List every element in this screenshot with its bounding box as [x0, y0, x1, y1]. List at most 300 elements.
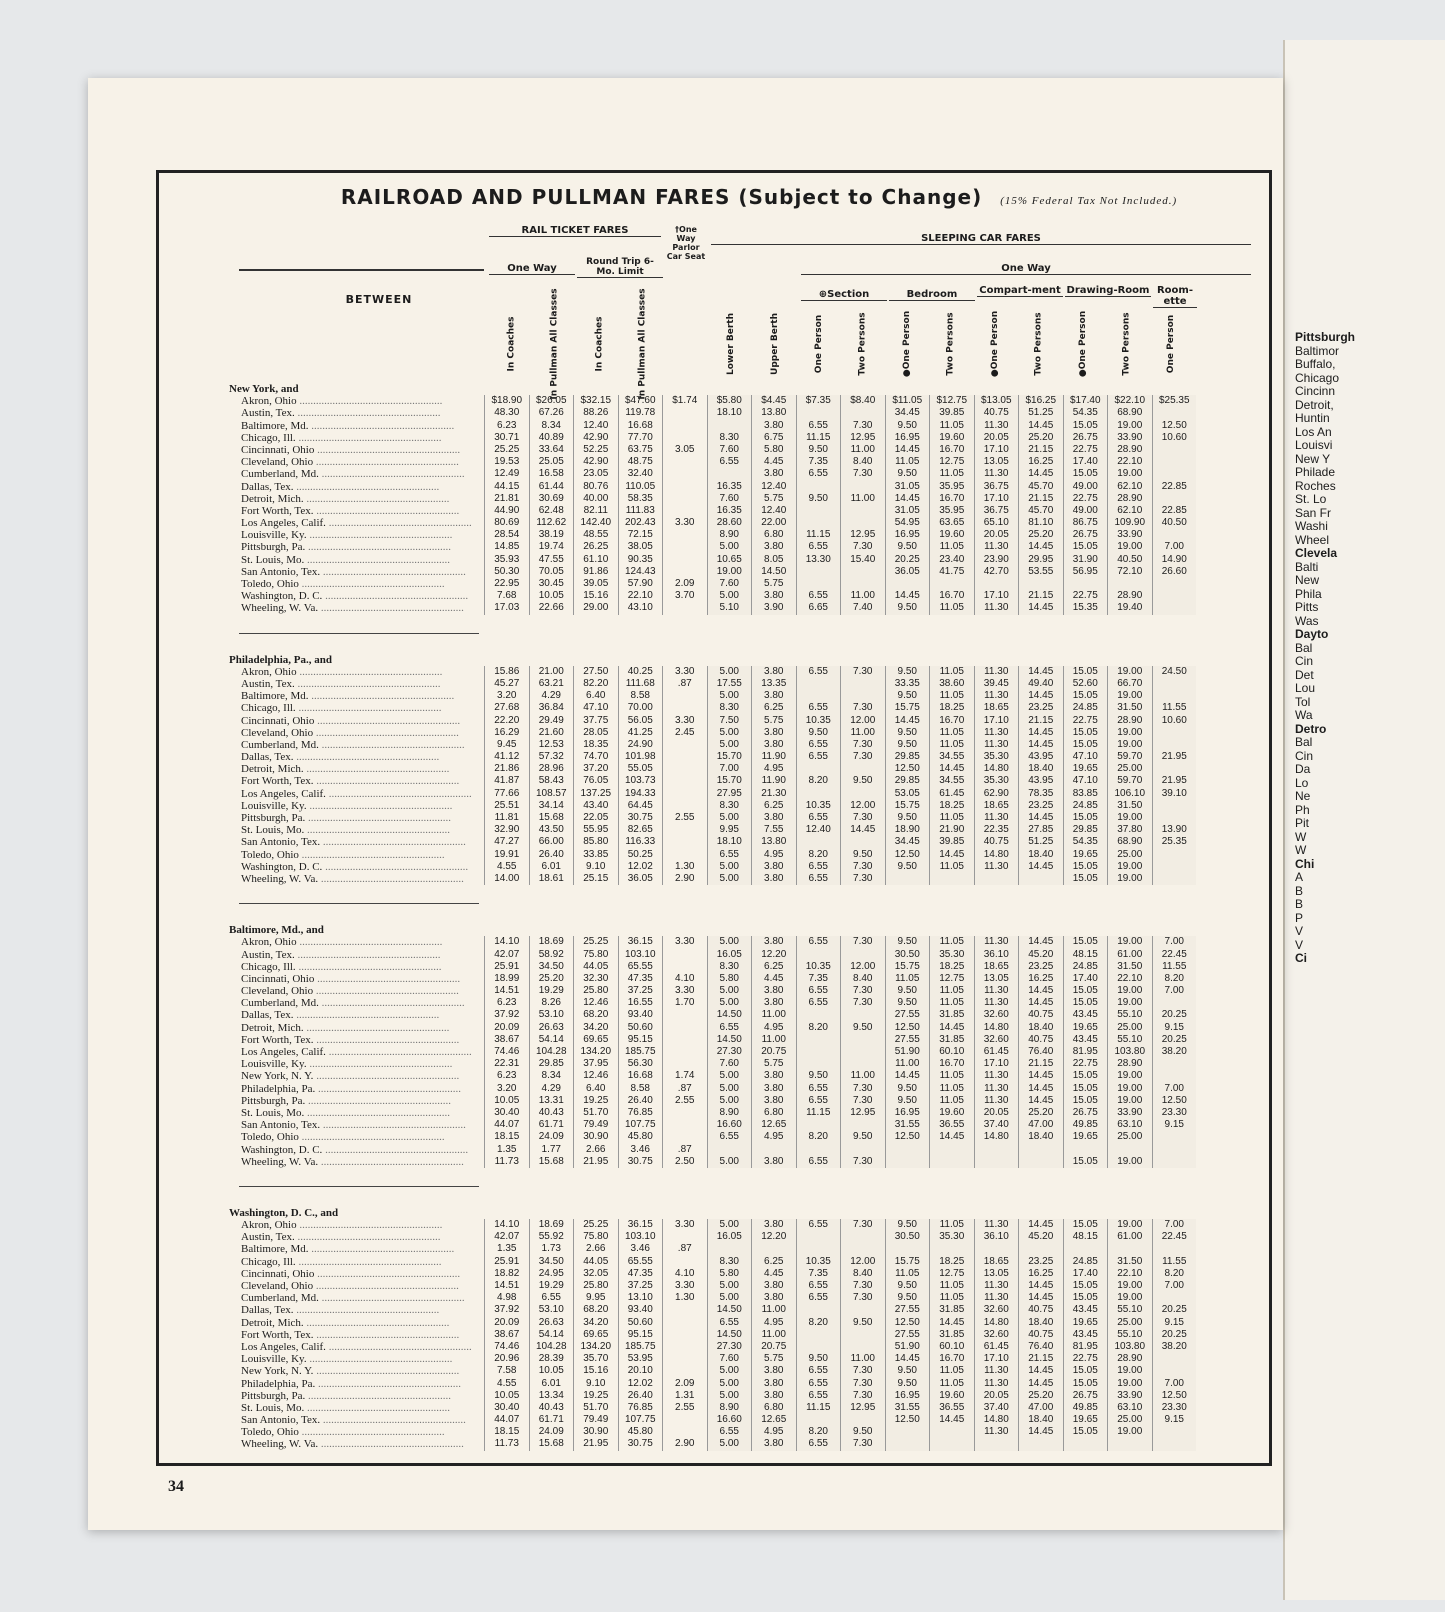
adjacent-page-text: Cin [1295, 654, 1314, 668]
fare-cell: 11.05 [929, 1365, 974, 1377]
fare-cell: 63.65 [929, 517, 974, 529]
fare-cell: 53.55 [1018, 566, 1063, 578]
fare-cell: 8.20 [796, 849, 841, 861]
fare-cell: 12.49 [484, 468, 529, 480]
fare-cell: 59.70 [1107, 775, 1152, 787]
fare-cell: 5.00 [707, 1156, 752, 1168]
fare-cell: 45.27 [484, 678, 529, 690]
fare-cell: 26.40 [529, 849, 574, 861]
fare-cell [1018, 578, 1063, 590]
fare-cell [796, 836, 841, 848]
fare-cell: 15.05 [1063, 1219, 1108, 1231]
fare-cell: 5.00 [707, 985, 752, 997]
fare-cell: 18.90 [885, 824, 930, 836]
fare-cell: 9.50 [885, 1292, 930, 1304]
fare-cell: 6.55 [796, 1219, 841, 1231]
fare-cell: 19.00 [1107, 1083, 1152, 1095]
destination-city: Wheeling, W. Va. ..... [159, 1156, 484, 1168]
fare-cell: 24.85 [1063, 702, 1108, 714]
fare-cell: 23.30 [1152, 1107, 1197, 1119]
fare-cell: 6.55 [707, 849, 752, 861]
fare-cell: 5.00 [707, 739, 752, 751]
fare-cell: 80.69 [484, 517, 529, 529]
fare-cell: 4.95 [751, 849, 796, 861]
fare-cell: 25.15 [573, 873, 618, 885]
fare-cell [796, 1034, 841, 1046]
fare-cell [974, 578, 1019, 590]
fare-cell: 27.30 [707, 1046, 752, 1058]
fare-cell: 23.25 [1018, 702, 1063, 714]
fare-cell: 3.80 [751, 468, 796, 480]
fare-cell: 16.95 [885, 1390, 930, 1402]
fare-cell [929, 1426, 974, 1438]
fare-cell: 48.75 [618, 456, 663, 468]
fare-cell: 7.00 [1152, 1280, 1197, 1292]
fare-cell [662, 468, 707, 480]
fare-cell: 15.86 [484, 666, 529, 678]
fare-cell: 11.00 [840, 493, 885, 505]
fare-cell: 36.75 [974, 481, 1019, 493]
fare-cell: 57.90 [618, 578, 663, 590]
fare-cell: 26.25 [573, 541, 618, 553]
fare-cell: 28.90 [1107, 493, 1152, 505]
fare-cell: 19.53 [484, 456, 529, 468]
fare-cell: 36.05 [618, 873, 663, 885]
destination-city: Chicago, Ill. ..... [159, 702, 484, 714]
fare-cell: 11.73 [484, 1156, 529, 1168]
fare-cell: 3.80 [751, 1438, 796, 1450]
fare-cell: 33.90 [1107, 1390, 1152, 1402]
fare-cell: 80.76 [573, 481, 618, 493]
fare-cell: 26.40 [618, 1095, 663, 1107]
fare-cell: 36.10 [974, 1231, 1019, 1243]
fare-cell: 11.30 [974, 602, 1019, 614]
fare-cell: $8.40 [840, 395, 885, 407]
adjacent-page-text: Philade [1295, 465, 1336, 479]
fare-cell: 3.20 [484, 1083, 529, 1095]
fare-cell: 4.95 [751, 1022, 796, 1034]
destination-city: Akron, Ohio ..... [159, 1219, 484, 1231]
fare-cell: 17.03 [484, 602, 529, 614]
fare-cell: 20.05 [974, 529, 1019, 541]
adjacent-page-text: W [1295, 843, 1307, 857]
destination-city: Louisville, Ky. ..... [159, 800, 484, 812]
table-row [159, 1438, 1269, 1450]
section-rule [239, 903, 479, 904]
fare-cell: 86.75 [1063, 517, 1108, 529]
table-row [159, 1317, 1269, 1329]
fare-cell: $25.35 [1152, 395, 1197, 407]
fare-cell: 25.25 [573, 936, 618, 948]
table-row [159, 985, 1269, 997]
fare-cell: 55.95 [573, 824, 618, 836]
fare-cell: 30.40 [484, 1107, 529, 1119]
fare-cell: 18.40 [1018, 1317, 1063, 1329]
fare-cell [796, 407, 841, 419]
header-between: BETWEEN [345, 293, 413, 306]
column-label-14 [1105, 312, 1149, 376]
fare-cell: 39.05 [573, 578, 618, 590]
fare-cell: 42.07 [484, 1231, 529, 1243]
fare-cell [840, 949, 885, 961]
fare-cell: 6.55 [796, 985, 841, 997]
fare-cell: 7.60 [707, 444, 752, 456]
fare-cell: 14.45 [1018, 1365, 1063, 1377]
fare-cell: 19.60 [929, 529, 974, 541]
fare-cell: 2.55 [662, 1402, 707, 1414]
fare-cell: 7.30 [840, 1390, 885, 1402]
tax-note: (15% Federal Tax Not Included.) [1000, 195, 1178, 207]
fare-cell: 14.45 [885, 715, 930, 727]
fare-cell: 11.05 [929, 1219, 974, 1231]
fare-cell: 12.40 [796, 824, 841, 836]
fare-cell: 32.40 [618, 468, 663, 480]
fare-cell: 11.00 [840, 727, 885, 739]
fare-cell: 55.92 [529, 1231, 574, 1243]
fare-cell: 15.05 [1063, 1070, 1108, 1082]
fare-cell: 23.25 [1018, 1256, 1063, 1268]
fare-cell: 36.84 [529, 702, 574, 714]
fare-cell: 81.95 [1063, 1046, 1108, 1058]
fare-cell: 9.50 [885, 861, 930, 873]
fare-cell: 40.75 [974, 836, 1019, 848]
fare-cell: 42.70 [974, 566, 1019, 578]
adjacent-page-text: Ci [1295, 951, 1307, 965]
fare-cell: 4.95 [751, 1317, 796, 1329]
fare-cell: 14.10 [484, 1219, 529, 1231]
fare-cell: 13.80 [751, 407, 796, 419]
fare-cell: 24.09 [529, 1131, 574, 1143]
fare-cell: 30.75 [618, 1156, 663, 1168]
table-row [159, 800, 1269, 812]
fare-cell: 119.78 [618, 407, 663, 419]
fare-cell: 28.54 [484, 529, 529, 541]
fare-cell: 1.35 [484, 1144, 529, 1156]
column-label-5 [709, 312, 753, 376]
fare-cell: 21.60 [529, 727, 574, 739]
fare-cell: 14.45 [885, 1353, 930, 1365]
table-row [159, 529, 1269, 541]
fare-cell: 15.05 [1063, 690, 1108, 702]
title-text: RAILROAD AND PULLMAN FARES [340, 185, 731, 209]
fare-cell: 6.55 [796, 1095, 841, 1107]
fare-cell: 3.80 [751, 1280, 796, 1292]
fare-cell: 8.30 [707, 432, 752, 444]
fare-cell: 29.00 [573, 602, 618, 614]
fare-cell: 45.70 [1018, 481, 1063, 493]
fare-cell: 50.30 [484, 566, 529, 578]
fare-cell: 108.57 [529, 788, 574, 800]
fare-cell [840, 1304, 885, 1316]
fare-cell [1152, 1292, 1197, 1304]
fare-cell: 12.46 [573, 997, 618, 1009]
origin-city: Philadelphia, Pa., and [229, 653, 333, 666]
fare-cell: 72.15 [618, 529, 663, 541]
fare-cell [662, 505, 707, 517]
fare-cell: 14.45 [1018, 1292, 1063, 1304]
adjacent-page-text: Dayto [1295, 627, 1329, 641]
fare-cell: 25.25 [484, 444, 529, 456]
fare-cell: 12.50 [885, 1022, 930, 1034]
fare-cell [840, 1058, 885, 1070]
table-row [159, 395, 1269, 407]
fare-cell: 19.60 [929, 1390, 974, 1402]
fare-cell: 17.10 [974, 444, 1019, 456]
fare-cell: 18.61 [529, 873, 574, 885]
fare-cell: 37.20 [573, 763, 618, 775]
fare-cell: 51.90 [885, 1341, 930, 1353]
fare-cell: 9.50 [796, 493, 841, 505]
fare-cell: 49.00 [1063, 481, 1108, 493]
fare-cell: 36.10 [974, 949, 1019, 961]
destination-city: Louisville, Ky. ..... [159, 1058, 484, 1070]
fare-cell: 26.75 [1063, 529, 1108, 541]
fare-cell: $12.75 [929, 395, 974, 407]
fare-cell [662, 788, 707, 800]
fare-cell: 11.30 [974, 997, 1019, 1009]
fare-cell: 15.70 [707, 775, 752, 787]
fare-cell: 61.44 [529, 481, 574, 493]
fare-cell: 33.85 [573, 849, 618, 861]
fare-cell: 3.90 [751, 602, 796, 614]
fare-cell [885, 1426, 930, 1438]
fare-cell: 13.90 [1152, 824, 1197, 836]
fare-cell: 28.96 [529, 763, 574, 775]
fare-cell: 16.05 [707, 949, 752, 961]
fare-cell: 75.80 [573, 1231, 618, 1243]
fare-cell [662, 529, 707, 541]
fare-cell: 11.05 [929, 739, 974, 751]
fare-cell: 20.75 [751, 1341, 796, 1353]
table-row [159, 578, 1269, 590]
fare-cell: 33.35 [885, 678, 930, 690]
fare-cell: 15.40 [840, 554, 885, 566]
table-row [159, 775, 1269, 787]
fare-cell: 26.63 [529, 1022, 574, 1034]
table-row [159, 554, 1269, 566]
fare-cell: 70.00 [618, 702, 663, 714]
fare-cell: 15.68 [529, 812, 574, 824]
fare-cell: 11.30 [974, 985, 1019, 997]
fare-cell [1152, 727, 1197, 739]
fare-cell: 4.29 [529, 1083, 574, 1095]
fare-cell: 20.75 [751, 1046, 796, 1058]
fare-cell: 6.55 [796, 751, 841, 763]
fare-cell: 8.34 [529, 420, 574, 432]
fare-cell: 22.00 [751, 517, 796, 529]
fare-cell: 18.10 [707, 407, 752, 419]
header-sleeping-one-way: One Way [801, 263, 1251, 275]
fare-cell: 33.90 [1107, 432, 1152, 444]
adjacent-page-text: Ph [1295, 802, 1310, 817]
fare-cell: 12.46 [573, 1070, 618, 1082]
fare-cell: 9.50 [885, 666, 930, 678]
fare-cell [662, 602, 707, 614]
fare-cell: 11.15 [796, 1402, 841, 1414]
fare-cell: 5.80 [707, 1268, 752, 1280]
table-row [159, 1390, 1269, 1402]
fare-cell: 18.25 [929, 702, 974, 714]
fare-cell: 19.40 [1107, 602, 1152, 614]
fare-cell: 12.50 [885, 1414, 930, 1426]
fare-cell: 4.45 [751, 973, 796, 985]
destination-city: Dallas, Tex. ..... [159, 481, 484, 493]
fare-cell [796, 1046, 841, 1058]
fare-cell: 7.30 [840, 1280, 885, 1292]
fare-cell: 37.40 [974, 1119, 1019, 1131]
fare-cell: 25.80 [573, 985, 618, 997]
fare-cell: 7.30 [840, 1095, 885, 1107]
fare-cell: 61.00 [1107, 949, 1152, 961]
fare-cell: 11.90 [751, 751, 796, 763]
fare-cell: 9.50 [885, 997, 930, 1009]
fare-cell [840, 1009, 885, 1021]
fare-cell: 12.75 [929, 456, 974, 468]
fare-cell: 27.55 [885, 1034, 930, 1046]
fare-cell: 9.15 [1152, 1317, 1197, 1329]
fare-cell [662, 836, 707, 848]
fare-cell: 53.10 [529, 1009, 574, 1021]
fare-cell: 9.15 [1152, 1119, 1197, 1131]
fare-cell: 15.05 [1063, 936, 1108, 948]
adjacent-page-text: Los An [1295, 424, 1332, 439]
fare-cell: 9.15 [1152, 1414, 1197, 1426]
fare-cell: 19.00 [1107, 812, 1152, 824]
table-row [159, 1095, 1269, 1107]
adjacent-page-text: San Fr [1295, 505, 1332, 520]
destination-city: Wheeling, W. Va. ..... [159, 602, 484, 614]
fare-cell: 24.85 [1063, 1256, 1108, 1268]
origin-section [159, 1186, 1269, 1451]
table-row [159, 1280, 1269, 1292]
table-row [159, 468, 1269, 480]
fare-cell: 35.95 [929, 505, 974, 517]
destination-city: Washington, D. C. ..... [159, 861, 484, 873]
fare-cell: 53.10 [529, 1304, 574, 1316]
fare-cell: 32.60 [974, 1329, 1019, 1341]
fare-cell: 35.95 [929, 481, 974, 493]
fare-cell: 7.60 [707, 1058, 752, 1070]
fare-cell: 6.55 [707, 1426, 752, 1438]
fare-cell: 68.90 [1107, 407, 1152, 419]
fare-cell [1152, 590, 1197, 602]
fare-cell: 6.75 [751, 432, 796, 444]
column-label-text: Two Persons [1122, 312, 1133, 376]
fare-cell: 8.34 [529, 1070, 574, 1082]
fare-cell [796, 949, 841, 961]
table-row [159, 949, 1269, 961]
fare-cell [662, 1341, 707, 1353]
fare-cell: 124.43 [618, 566, 663, 578]
fare-cell: 49.85 [1063, 1402, 1108, 1414]
fare-cell: 34.50 [529, 961, 574, 973]
fare-cell: 11.00 [840, 1353, 885, 1365]
adjacent-page-text: Bal [1295, 640, 1313, 655]
fare-cell: 14.45 [1018, 541, 1063, 553]
fare-cell [662, 1353, 707, 1365]
fare-cell: 53.05 [885, 788, 930, 800]
fare-cell: $4.45 [751, 395, 796, 407]
fare-cell [707, 1144, 752, 1156]
fare-cell: 58.43 [529, 775, 574, 787]
fare-cell: 11.30 [974, 541, 1019, 553]
destination-city: Detroit, Mich. ..... [159, 1022, 484, 1034]
fare-cell: 3.80 [751, 1095, 796, 1107]
fare-cell: 82.20 [573, 678, 618, 690]
fare-cell [840, 407, 885, 419]
fare-cell: 57.32 [529, 751, 574, 763]
fare-cell: 34.50 [529, 1256, 574, 1268]
fare-cell: 16.35 [707, 505, 752, 517]
fare-cell: 38.60 [929, 678, 974, 690]
fare-cell: 19.00 [1107, 997, 1152, 1009]
fare-cell: 18.65 [974, 702, 1019, 714]
fare-cell [840, 678, 885, 690]
fare-cell: 12.50 [1152, 420, 1197, 432]
fare-cell: 9.50 [840, 1317, 885, 1329]
fare-cell: 3.30 [662, 666, 707, 678]
fare-cell: 12.53 [529, 739, 574, 751]
fare-cell: 2.66 [573, 1144, 618, 1156]
fare-cell [1152, 1070, 1197, 1082]
destination-city: Akron, Ohio ..... [159, 395, 484, 407]
fare-cell: 194.33 [618, 788, 663, 800]
fare-cell: 6.55 [796, 812, 841, 824]
fare-cell: 7.30 [840, 739, 885, 751]
fare-cell: 11.05 [929, 1378, 974, 1390]
fare-cell [796, 678, 841, 690]
fare-cell: 63.10 [1107, 1119, 1152, 1131]
fare-cell: 31.05 [885, 481, 930, 493]
fare-cell: 62.10 [1107, 481, 1152, 493]
fare-cell: 76.40 [1018, 1341, 1063, 1353]
fare-cell: 13.80 [751, 836, 796, 848]
fare-cell: 11.05 [929, 666, 974, 678]
fare-cell: 9.50 [796, 444, 841, 456]
table-row [159, 727, 1269, 739]
fare-cell: 27.50 [573, 666, 618, 678]
fare-cell: 31.55 [885, 1119, 930, 1131]
destination-city: Dallas, Tex. ..... [159, 751, 484, 763]
fare-cell: 79.49 [573, 1414, 618, 1426]
fare-cell: 19.00 [1107, 1365, 1152, 1377]
adjacent-page-text: Pitts [1295, 600, 1319, 614]
fare-cell [974, 1156, 1019, 1168]
fare-cell: 7.50 [707, 715, 752, 727]
fare-cell: 40.75 [1018, 1329, 1063, 1341]
adjacent-page-text: Pittsburgh [1295, 330, 1355, 344]
fare-cell: 109.90 [1107, 517, 1152, 529]
fare-cell: 34.55 [929, 775, 974, 787]
fare-cell: 81.95 [1063, 1341, 1108, 1353]
fare-cell: 22.10 [1107, 456, 1152, 468]
column-label-13 [1061, 310, 1105, 378]
fare-cell: 5.00 [707, 861, 752, 873]
page-title [309, 185, 1209, 209]
fare-cell [662, 1256, 707, 1268]
destination-city: St. Louis, Mo. ..... [159, 554, 484, 566]
fare-cell: 5.00 [707, 873, 752, 885]
fare-cell: 20.05 [974, 1107, 1019, 1119]
fare-cell: 63.10 [1107, 1402, 1152, 1414]
column-label-text: ●One Person [1078, 310, 1089, 378]
fare-cell [796, 1009, 841, 1021]
fare-cell: 37.25 [618, 1280, 663, 1292]
fare-cell: 23.25 [1018, 961, 1063, 973]
fare-cell: 20.25 [1152, 1304, 1197, 1316]
table-row [159, 849, 1269, 861]
fare-cell: 48.30 [484, 407, 529, 419]
